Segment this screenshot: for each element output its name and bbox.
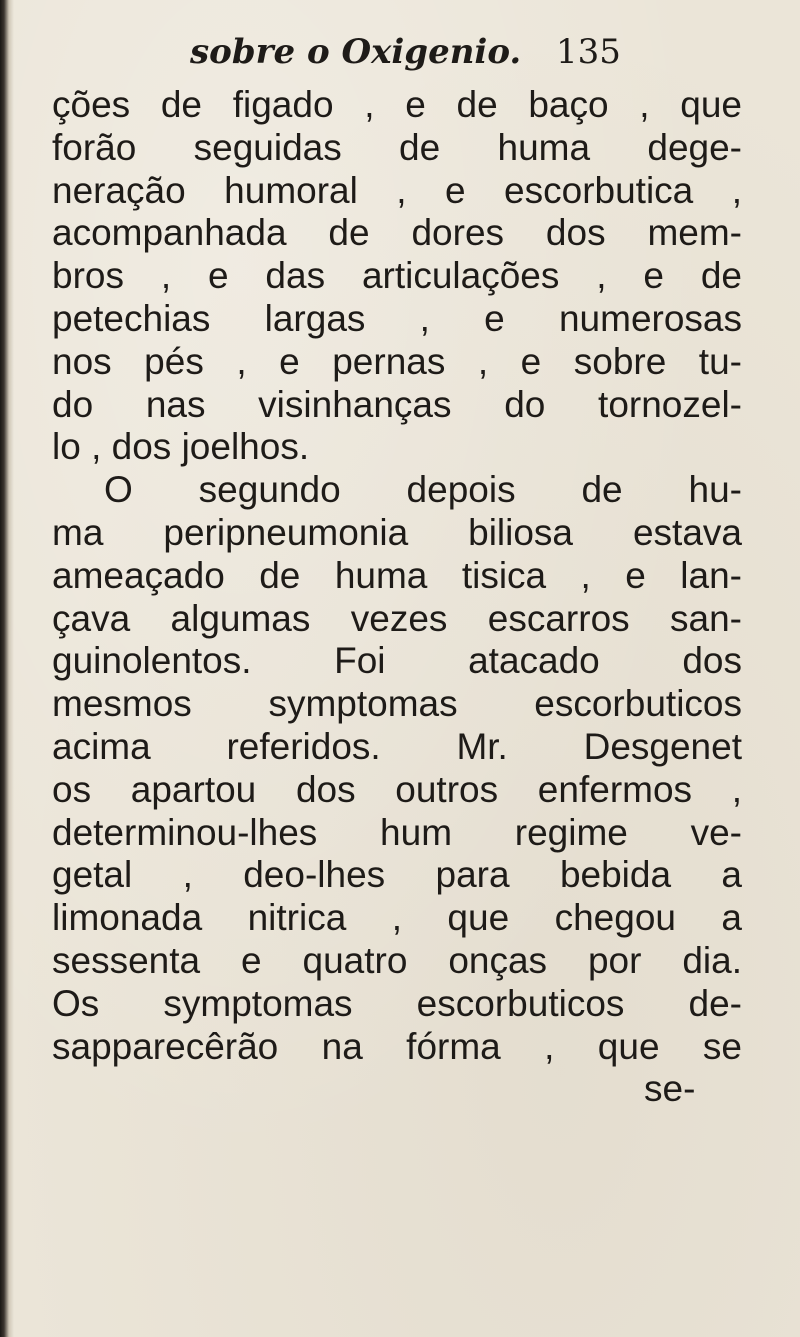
text-line: acompanhada de dores dos mem- bbox=[52, 212, 742, 254]
running-title: sobre o Oxigenio. bbox=[190, 32, 522, 72]
page-gutter-shadow bbox=[0, 0, 14, 1337]
text-line: lo , dos joelhos. bbox=[52, 426, 310, 468]
page-header bbox=[0, 20, 800, 80]
catchword: se- bbox=[644, 1068, 696, 1110]
text-line: forão seguidas de huma dege- bbox=[52, 126, 742, 168]
page-number: 135 bbox=[556, 32, 621, 72]
text-line: neração humoral , e escorbutica , bbox=[52, 169, 742, 211]
text-line: petechias largas , e numerosas bbox=[52, 297, 742, 339]
text-line: sapparecêrão na fórma , que se bbox=[52, 1025, 742, 1067]
text-line: ções de figado , e de baço , que bbox=[52, 84, 742, 125]
text-line: bros , e das articulações , e de bbox=[52, 255, 742, 297]
text-line: os apartou dos outros enfermos , bbox=[52, 768, 742, 810]
text-line: guinolentos. Foi atacado dos bbox=[52, 640, 742, 682]
text-line: acima referidos. Mr. Desgenet bbox=[52, 725, 742, 767]
text-line-paragraph-start: O segundo depois de hu- bbox=[104, 469, 742, 511]
text-line: determinou-lhes hum regime ve- bbox=[52, 811, 742, 853]
body-text bbox=[52, 84, 742, 1111]
text-line: sessenta e quatro onças por dia. bbox=[52, 939, 742, 981]
text-line: ma peripneumonia biliosa estava bbox=[52, 511, 742, 553]
text-line: Os symptomas escorbuticos de- bbox=[52, 982, 742, 1024]
text-line: çava algumas vezes escarros san- bbox=[52, 597, 742, 639]
text-line: do nas visinhanças do tornozel- bbox=[52, 383, 742, 425]
text-line: limonada nitrica , que chegou a bbox=[52, 897, 742, 939]
text-line: nos pés , e pernas , e sobre tu- bbox=[52, 340, 742, 382]
text-line: mesmos symptomas escorbuticos bbox=[52, 683, 742, 725]
text-line: getal , deo-lhes para bebida a bbox=[52, 854, 742, 896]
text-line: ameaçado de huma tisica , e lan- bbox=[52, 554, 742, 596]
